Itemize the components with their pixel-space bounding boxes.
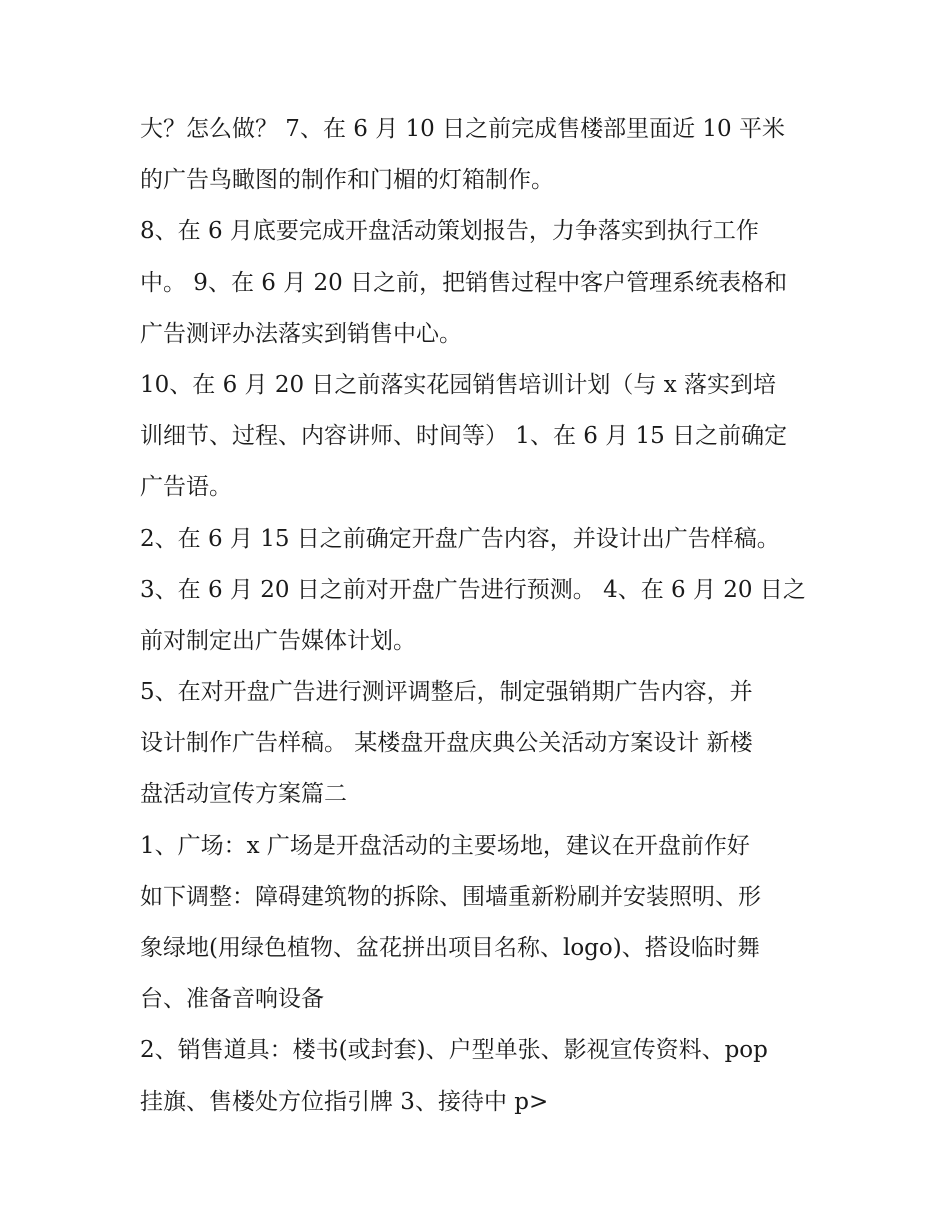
text-line: 训细节、过程、内容讲师、时间等） 1、在 6 月 15 日之前确定 — [140, 423, 788, 450]
text-line: 10、在 6 月 20 日之前落实花园销售培训计划（与 x 落实到培 — [140, 371, 777, 398]
text-line: 盘活动宣传方案篇二 — [140, 781, 347, 808]
text-line: 设计制作广告样稿。 某楼盘开盘庆典公关活动方案设计 新楼 — [140, 730, 753, 757]
text-line: 3、在 6 月 20 日之前对开盘广告进行预测。 4、在 6 月 20 日之 — [140, 576, 806, 603]
text-line: 中。 9、在 6 月 20 日之前，把销售过程中客户管理系统表格和 — [140, 269, 788, 296]
text-line: 5、在对开盘广告进行测评调整后，制定强销期广告内容，并 — [140, 679, 753, 706]
text-line: 前对制定出广告媒体计划。 — [140, 627, 416, 654]
text-line: 大？怎么做？ 7、在 6 月 10 日之前完成售楼部里面近 10 平米 — [140, 116, 785, 142]
text-line: 2、在 6 月 15 日之前确定开盘广告内容，并设计出广告样稿。 — [140, 525, 780, 552]
text-line: 如下调整：障碍建筑物的拆除、围墙重新粉刷并安装照明、形 — [140, 883, 761, 910]
text-line: 1、广场：x 广场是开盘活动的主要场地，建议在开盘前作好 — [140, 832, 750, 859]
document-body — [140, 104, 820, 1128]
text-line: 广告语。 — [140, 474, 232, 501]
text-line: 广告测评办法落实到销售中心。 — [140, 320, 462, 347]
text-line: 象绿地(用绿色植物、盆花拼出项目名称、logo)、搭设临时舞 — [140, 935, 760, 961]
text-line: 台、准备音响设备 — [140, 986, 324, 1013]
text-line: 挂旗、售楼处方位指引牌 3、接待中 p> — [140, 1088, 549, 1115]
text-line: 的广告鸟瞰图的制作和门楣的灯箱制作。 — [140, 167, 554, 194]
text-line: 2、销售道具：楼书(或封套)、户型单张、影视宣传资料、pop — [140, 1037, 768, 1064]
text-line: 8、在 6 月底要完成开盘活动策划报告，力争落实到执行工作 — [140, 218, 759, 245]
